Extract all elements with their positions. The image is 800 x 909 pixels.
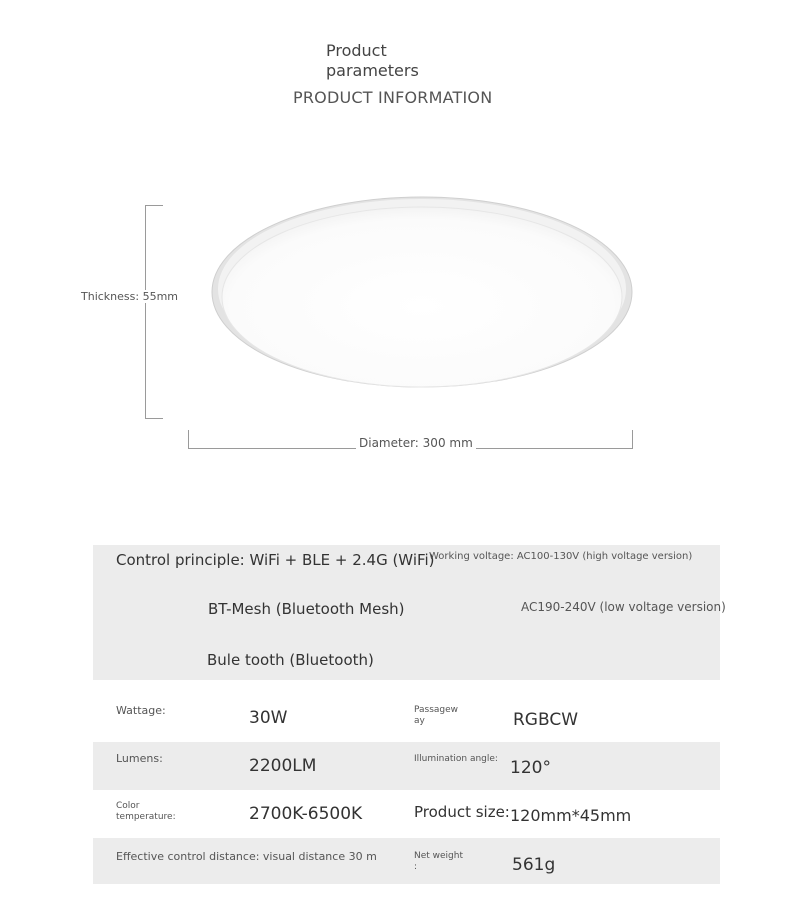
- control-bt-mesh: BT-Mesh (Bluetooth Mesh): [208, 600, 405, 618]
- wattage-label: Wattage:: [116, 704, 166, 717]
- title-line-2: parameters: [326, 61, 419, 80]
- control-distance-label: Effective control distance: visual distance 30 m: [116, 850, 377, 863]
- ceiling-lamp-image: [210, 185, 640, 395]
- net-weight-value: 561g: [512, 855, 556, 875]
- diameter-tick-left: [188, 430, 189, 449]
- working-voltage-low: AC190-240V (low voltage version): [521, 600, 726, 614]
- working-voltage-high: Working voltage: AC100-130V (high voltage version): [429, 551, 693, 562]
- diameter-label: Diameter: 300 mm: [356, 436, 476, 450]
- product-size-label: Product size:: [414, 803, 510, 821]
- page-title: [326, 41, 419, 81]
- thickness-label: Thickness: 55mm: [81, 290, 178, 303]
- illumination-angle-value: 120°: [510, 758, 551, 778]
- thickness-tick-bottom: [145, 418, 163, 419]
- wattage-value: 30W: [249, 708, 288, 728]
- thickness-tick-top: [145, 205, 163, 206]
- control-principle-text: Control principle: WiFi + BLE + 2.4G (WiFi): [116, 551, 435, 569]
- ceiling-lamp-illustration: [210, 185, 640, 395]
- spec-row-lumens: [93, 742, 720, 790]
- diameter-tick-right: [632, 430, 633, 449]
- title-line-1: Product: [326, 41, 387, 60]
- lumens-value: 2200LM: [249, 756, 317, 776]
- product-size-value: 120mm*45mm: [510, 806, 632, 825]
- color-temperature-label: Color temperature:: [116, 801, 176, 822]
- passageway-label: Passagew ay: [414, 705, 459, 726]
- illumination-angle-label: Illumination angle:: [414, 754, 498, 764]
- color-temperature-value: 2700K-6500K: [249, 804, 363, 824]
- page-subtitle: PRODUCT INFORMATION: [293, 88, 493, 107]
- thickness-dimension-line: [145, 205, 146, 419]
- lumens-label: Lumens:: [116, 752, 163, 765]
- control-bluetooth: Bule tooth (Bluetooth): [207, 651, 374, 669]
- net-weight-label: Net weight :: [414, 851, 464, 872]
- passageway-value: RGBCW: [513, 710, 579, 730]
